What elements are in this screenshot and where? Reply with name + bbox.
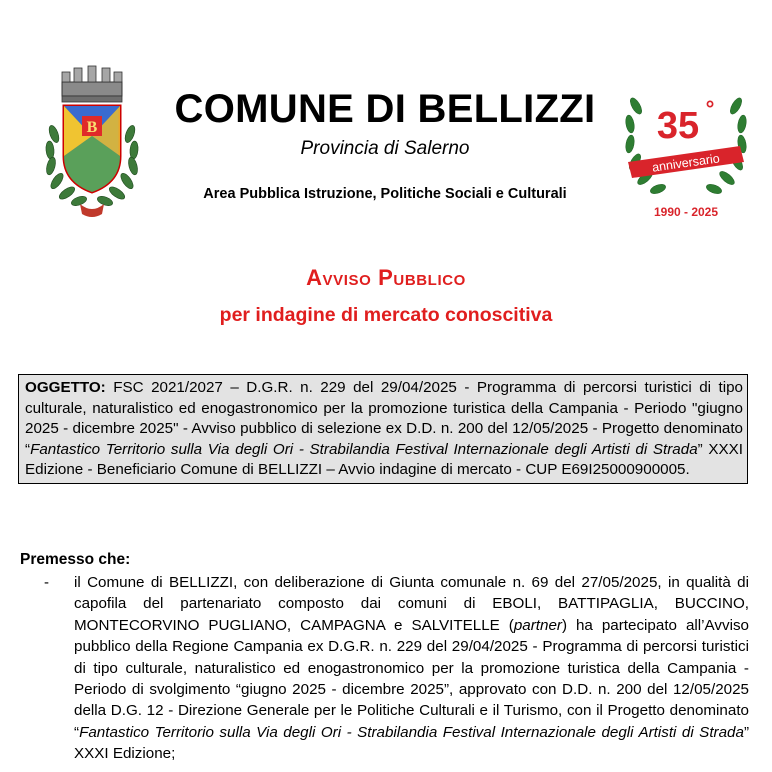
anniversary-number: 35 xyxy=(656,105,700,147)
anniversary-years: 1990 - 2025 xyxy=(653,205,719,219)
subject-text-2: ” XXXI Edizione - Beneficiario Comune di BELLIZZI – Avvio indagine di mercato - CUP E69I25000900005. xyxy=(25,440,744,479)
list-item xyxy=(74,572,749,765)
municipal-crest-logo xyxy=(40,64,144,220)
province-subtitle: Provincia di Salerno xyxy=(300,138,470,159)
subject-box xyxy=(18,374,748,484)
notice-subtitle: per indagine di mercato conoscitiva xyxy=(219,304,553,326)
premise-heading: Premesso che: xyxy=(20,551,131,568)
subject-label: OGGETTO: xyxy=(25,379,106,396)
premise-text-3: ” XXXI Edizione; xyxy=(74,723,749,763)
list-item-dash: - xyxy=(44,574,49,591)
department-area: Area Pubblica Istruzione, Politiche Sociali e Culturali xyxy=(203,186,567,202)
notice-title: Avviso Pubblico xyxy=(306,265,466,290)
page-title: COMUNE DI BELLIZZI xyxy=(174,87,596,131)
premise-partner: partner xyxy=(513,616,562,634)
anniversary-logo xyxy=(622,76,750,222)
premise-project-name: Fantastico Territorio sulla Via degli Ori - Strabilandia Festival Internazionale degli Artisti di Strada xyxy=(79,723,744,741)
anniversary-degree: ° xyxy=(705,96,715,121)
premise-text-1: il Comune di BELLIZZI, con deliberazione di Giunta comunale n. 69 del 27/05/2025, in qualità di capofila del partenariato composto dai comuni di EBOLI, BATTIPAGLIA, BUCCINO, MONTECORVINO PUGLIANO, CAMPAGNA e SALVITELLE ( xyxy=(74,574,749,634)
premise-text-2: ) ha partecipato all’Avviso pubblico della Regione Campania ex D.G.R. n. 229 del 29/04/2025 - Programma di percorsi turistici di tipo culturale, naturalistico ed enogastronomico per la promozione turistica della Campania - Periodo di svolgimento “giugno 2025 - dicembre 2025”, approvato con D.D. n. 200 del 12/05/2025 della D.G. 12 - Direzione Generale per le Politiche Culturali e il Turismo, con il Progetto denominato “ xyxy=(74,616,749,741)
subject-text-1: FSC 2021/2027 – D.G.R. n. 229 del 29/04/2025 - Programma di percorsi turistici di tipo culturale, naturalistico ed enogastronomico per la promozione turistica della Campania - Periodo "giugno 2025 - dicembre 2025" - Avviso pubblico di selezione ex D.D. n. 200 del 12/05/2025 - Progetto denominato “ xyxy=(25,379,743,458)
subject-project-name: Fantastico Territorio sulla Via degli Ori - Strabilandia Festival Internazionale degli Artisti di Strada xyxy=(30,440,698,458)
anniversary-ribbon-text: anniversario xyxy=(651,151,721,175)
crest-letter: B xyxy=(86,119,98,136)
